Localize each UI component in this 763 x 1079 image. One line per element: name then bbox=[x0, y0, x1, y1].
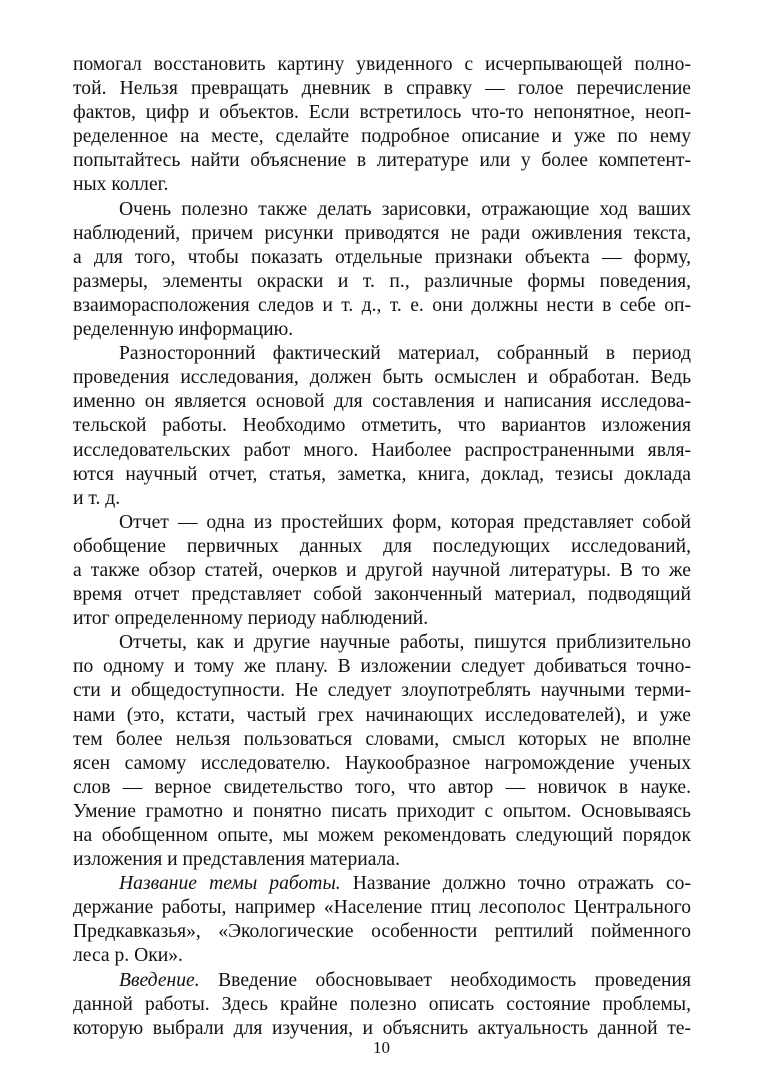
text-line: Предкавказья», «Экологические особенности рептилий пойменного bbox=[73, 921, 691, 943]
page-body bbox=[73, 53, 691, 1041]
text-line: нами (это, кстати, частый грех начинающих исследователей), и уже bbox=[73, 704, 691, 726]
text-line bbox=[73, 969, 691, 993]
text-line: ных коллег. bbox=[73, 174, 169, 196]
text-line: Отчет — одна из простейших форм, которая представляет собой bbox=[119, 511, 691, 533]
text-line: держание работы, например «Население птиц лесополос Центрального bbox=[73, 897, 691, 919]
text-line: Умение грамотно и понятно писать приходит с опытом. Основываясь bbox=[73, 800, 691, 822]
text-line: ются научный отчет, статья, заметка, книга, доклад, тезисы доклада bbox=[73, 463, 691, 485]
text-line: а для того, чтобы показать отдельные признаки объекта — форму, bbox=[73, 246, 691, 268]
text-line: а также обзор статей, очерков и другой научной литературы. В то же bbox=[73, 559, 691, 581]
section-lead: Название темы работы. bbox=[119, 873, 341, 895]
paragraph bbox=[73, 198, 691, 343]
page-number: 10 bbox=[373, 1038, 390, 1057]
text-line: по одному и тому же плану. В изложении следует добиваться точно- bbox=[73, 656, 691, 678]
text-line: помогал восстановить картину увиденного с исчерпывающей полно- bbox=[73, 54, 691, 75]
text-line: время отчет представляет собой законченный материал, подводящий bbox=[73, 584, 691, 606]
paragraph bbox=[73, 511, 691, 631]
text-line: изложения и представления материала. bbox=[73, 849, 401, 871]
text-line: именно он является основой для составления и написания исследова- bbox=[73, 391, 691, 413]
section-lead: Введение. bbox=[119, 969, 200, 991]
text-line: той. Нельзя превращать дневник в справку — голое перечисление bbox=[73, 78, 691, 100]
text-line: тем более нельзя пользоваться словами, смысл которых не вполне bbox=[73, 728, 691, 750]
paragraph bbox=[73, 53, 691, 198]
text-line: Отчеты, как и другие научные работы, пишутся приблизительно bbox=[119, 632, 691, 654]
text-line: проведения исследования, должен быть осмыслен и обработан. Ведь bbox=[73, 367, 691, 389]
paragraph bbox=[73, 872, 691, 968]
text-line: тельской работы. Необходимо отметить, что вариантов изложения bbox=[73, 415, 691, 437]
text-run: Название должно точно отражать со- bbox=[340, 873, 691, 895]
text-line: наблюдений, причем рисунки приводятся не ради оживления текста, bbox=[73, 222, 691, 244]
text-line: размеры, элементы окраски и т. п., различные формы поведения, bbox=[73, 270, 691, 292]
text-run: Введение обосновывает необходимость проведения bbox=[199, 969, 691, 991]
text-line: слов — верное свидетельство того, что автор — новичок в науке. bbox=[73, 776, 691, 798]
text-line: Разносторонний фактический материал, собранный в период bbox=[119, 343, 691, 365]
text-line: Очень полезно также делать зарисовки, отражающие ход ваших bbox=[119, 198, 691, 220]
text-line: леса р. Оки». bbox=[73, 945, 183, 967]
text-line: данной работы. Здесь крайне полезно описать состояние проблемы, bbox=[73, 993, 691, 1015]
text-line: и т. д. bbox=[73, 487, 121, 509]
paragraph bbox=[73, 342, 691, 511]
text-line: взаиморасположения следов и т. д., т. е. они должны нести в себе оп- bbox=[73, 294, 691, 316]
text-line: исследовательских работ много. Наиболее распространенными явля- bbox=[73, 439, 691, 461]
text-line: итог определенному периоду наблюдений. bbox=[73, 608, 429, 630]
text-line: которую выбрали для изучения, и объяснить актуальность данной те- bbox=[73, 1017, 691, 1039]
text-line: ясен самому исследователю. Наукообразное нагромождение ученых bbox=[73, 752, 691, 774]
text-line bbox=[73, 872, 691, 896]
text-line: сти и общедоступности. Не следует злоупотреблять научными терми- bbox=[73, 680, 691, 702]
paragraph bbox=[73, 631, 691, 872]
text-line: ределенное на месте, сделайте подробное описание и уже по нему bbox=[73, 126, 691, 148]
text-line: ределенную информацию. bbox=[73, 319, 294, 341]
text-line: фактов, цифр и объектов. Если встретилось что-то непонятное, неоп- bbox=[73, 102, 691, 124]
text-line: попытайтесь найти объяснение в литературе или у более компетент- bbox=[73, 150, 691, 172]
text-line: обобщение первичных данных для последующих исследований, bbox=[73, 535, 691, 557]
paragraph bbox=[73, 969, 691, 1041]
text-line: на обобщенном опыте, мы можем рекомендовать следующий порядок bbox=[73, 825, 691, 846]
